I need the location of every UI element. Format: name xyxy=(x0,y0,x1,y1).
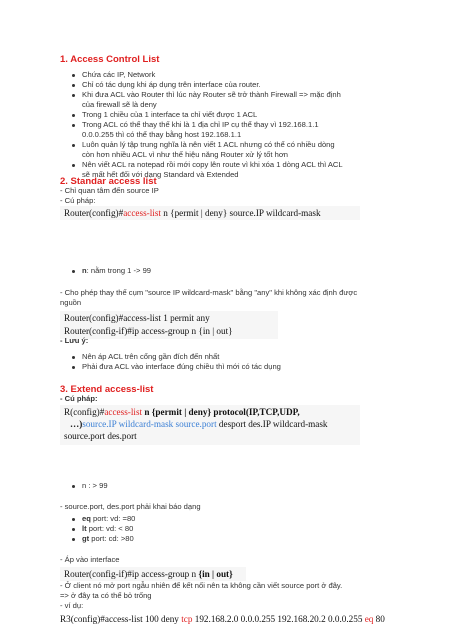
s3-command-line-3: source.port des.port xyxy=(64,431,137,441)
s2-n-bold: n xyxy=(82,266,87,275)
s1-item-6-line-2: còn hơn nhiều ACL vì như thế hiệu năng Router xử lý tốt hơn xyxy=(82,150,289,159)
s1-item-3-line-2: của firewall sẽ là deny xyxy=(82,100,157,109)
s3-port-gt-key: gt xyxy=(82,534,90,543)
s1-item-2-line-1: Chỉ có tác dụng khi áp dụng trên interface của router. xyxy=(82,80,261,89)
section-3-title: 3. Extend access-list xyxy=(60,384,154,395)
s1-item-5-line-1: Trong ACL có thể thay thế khi là 1 địa chỉ IP cụ thể thay vì 192.168.1.1 xyxy=(82,120,319,129)
bullet-icon xyxy=(72,144,75,147)
s3-c1-pre: R(config)# xyxy=(64,407,105,417)
s3-command-line-2 xyxy=(70,419,328,429)
bullet-icon xyxy=(72,485,75,488)
s3-ex-post: 80 xyxy=(373,614,385,624)
s3-example-label: - ví dụ: xyxy=(60,601,84,610)
s3-client-line-2: => ở đây ta có thể bỏ trống xyxy=(60,591,152,600)
s2-line-2: - Cú pháp: xyxy=(60,196,96,205)
s3-c2-pre: …) xyxy=(70,419,83,429)
s2-line-1: - Chỉ quan tâm đến source IP xyxy=(60,186,159,195)
s1-item-7-line-1: Nên viết ACL ra notepad rồi mới copy lên route vì khi xóa 1 dòng ACL thì ACL xyxy=(82,160,343,169)
bullet-icon xyxy=(72,528,75,531)
bullet-icon xyxy=(72,164,75,167)
s3-example-command xyxy=(60,614,385,624)
bullet-icon xyxy=(72,538,75,541)
s1-item-6-line-1: Luôn quản lý tập trung nghĩa là nên viết 1 ACL nhưng có thể có nhiều dòng xyxy=(82,140,335,149)
s2-cmd-keyword: access-list xyxy=(123,208,161,218)
s1-item-1-line-1: Chứa các IP, Network xyxy=(82,70,156,79)
s3-apply-command xyxy=(64,569,233,579)
s3-apply-line: - Áp vào interface xyxy=(60,555,120,564)
s2-cmd-pre: Router(config)# xyxy=(64,208,124,218)
s3-ex-tcp: tcp xyxy=(181,614,193,624)
s3-apply-bold: {in | out} xyxy=(198,569,233,579)
s2-command xyxy=(64,208,321,218)
bullet-icon xyxy=(72,114,75,117)
s3-c2-blue: source.IP wildcard-mask source.port xyxy=(82,419,217,429)
s3-client-line-1: - Ở client nó mở port ngẫu nhiên để kết nối nên ta không cần viết source port ở đây. xyxy=(60,581,343,590)
s3-port-eq-val: port: vd: =80 xyxy=(90,514,136,523)
s3-port-lt-key: lt xyxy=(82,524,87,533)
s3-port-gt-val: port: cd: >80 xyxy=(89,534,134,543)
s2-n-item xyxy=(82,266,151,276)
bullet-icon xyxy=(72,356,75,359)
s3-c1-keyword: access-list xyxy=(104,407,143,417)
bullet-icon xyxy=(72,84,75,87)
s3-c2-post: desport des.IP wildcard-mask xyxy=(216,419,328,429)
s3-apply-pre: Router(config-if)#ip access-group n xyxy=(64,569,199,579)
s3-ex-eq: eq xyxy=(364,614,374,624)
s3-command-line-1 xyxy=(64,407,300,417)
s2-n-rest: : nằm trong 1 -> 99 xyxy=(86,266,152,275)
bullet-icon xyxy=(72,366,75,369)
s1-item-7-line-2: sẽ mất hết đối với dạng Standard và Extended xyxy=(82,170,239,179)
s3-port-eq-key: eq xyxy=(82,514,91,523)
bullet-icon xyxy=(72,94,75,97)
s3-port-lt xyxy=(82,524,133,534)
s3-n-item: n : > 99 xyxy=(82,481,108,490)
s3-syntax-label: - Cú pháp: xyxy=(60,394,98,403)
bullet-icon xyxy=(72,74,75,77)
s3-c1-post: n {permit | deny} protocol(IP,TCP,UDP, xyxy=(142,407,300,417)
section-1-title: 1. Access Control List xyxy=(60,54,160,65)
s2-command-3: Router(config-if)#ip access-group n {in | out} xyxy=(64,326,233,336)
s3-port-lt-val: port: vd: < 80 xyxy=(86,524,134,533)
s1-item-5-line-2: 0.0.0.255 thì có thể thay bằng host 192.168.1.1 xyxy=(82,130,242,139)
section-2-title: 2. Standar access list xyxy=(60,176,157,187)
s2-host-line-2: nguồn xyxy=(60,298,82,307)
bullet-icon xyxy=(72,270,75,273)
s2-cmd-post: n {permit | deny} source.IP wildcard-mask xyxy=(160,208,321,218)
s3-port-eq xyxy=(82,514,135,524)
s3-ex-mid: 192.168.2.0 0.0.0.255 192.168.20.2 0.0.0.255 xyxy=(192,614,365,624)
s2-command-2: Router(config)#access-list 1 permit any xyxy=(64,313,210,323)
s3-ex-pre: R3(config)#access-list 100 deny xyxy=(60,614,182,624)
s2-note-1: Nên áp ACL trên cổng gần đích đến nhất xyxy=(82,352,220,361)
s2-host-line-1: - Cho phép thay thế cụm "source IP wildcard-mask" bằng "any" khi không xác định được xyxy=(60,288,358,297)
s2-note-2: Phải đưa ACL vào interface đúng chiều thì mới có tác dụng xyxy=(82,362,281,371)
s1-item-3-line-1: Khi đưa ACL vào Router thì lúc này Router sẽ trở thành Firewall => mặc định xyxy=(82,90,341,99)
bullet-icon xyxy=(72,518,75,521)
s2-note-label: - Lưu ý: xyxy=(60,336,89,345)
s3-port-line: - source.port, des.port phải khai báo dạng xyxy=(60,502,201,511)
bullet-icon xyxy=(72,124,75,127)
s1-item-4-line-1: Trong 1 chiều của 1 interface ta chỉ viết được 1 ACL xyxy=(82,110,258,119)
s3-port-gt xyxy=(82,534,134,544)
